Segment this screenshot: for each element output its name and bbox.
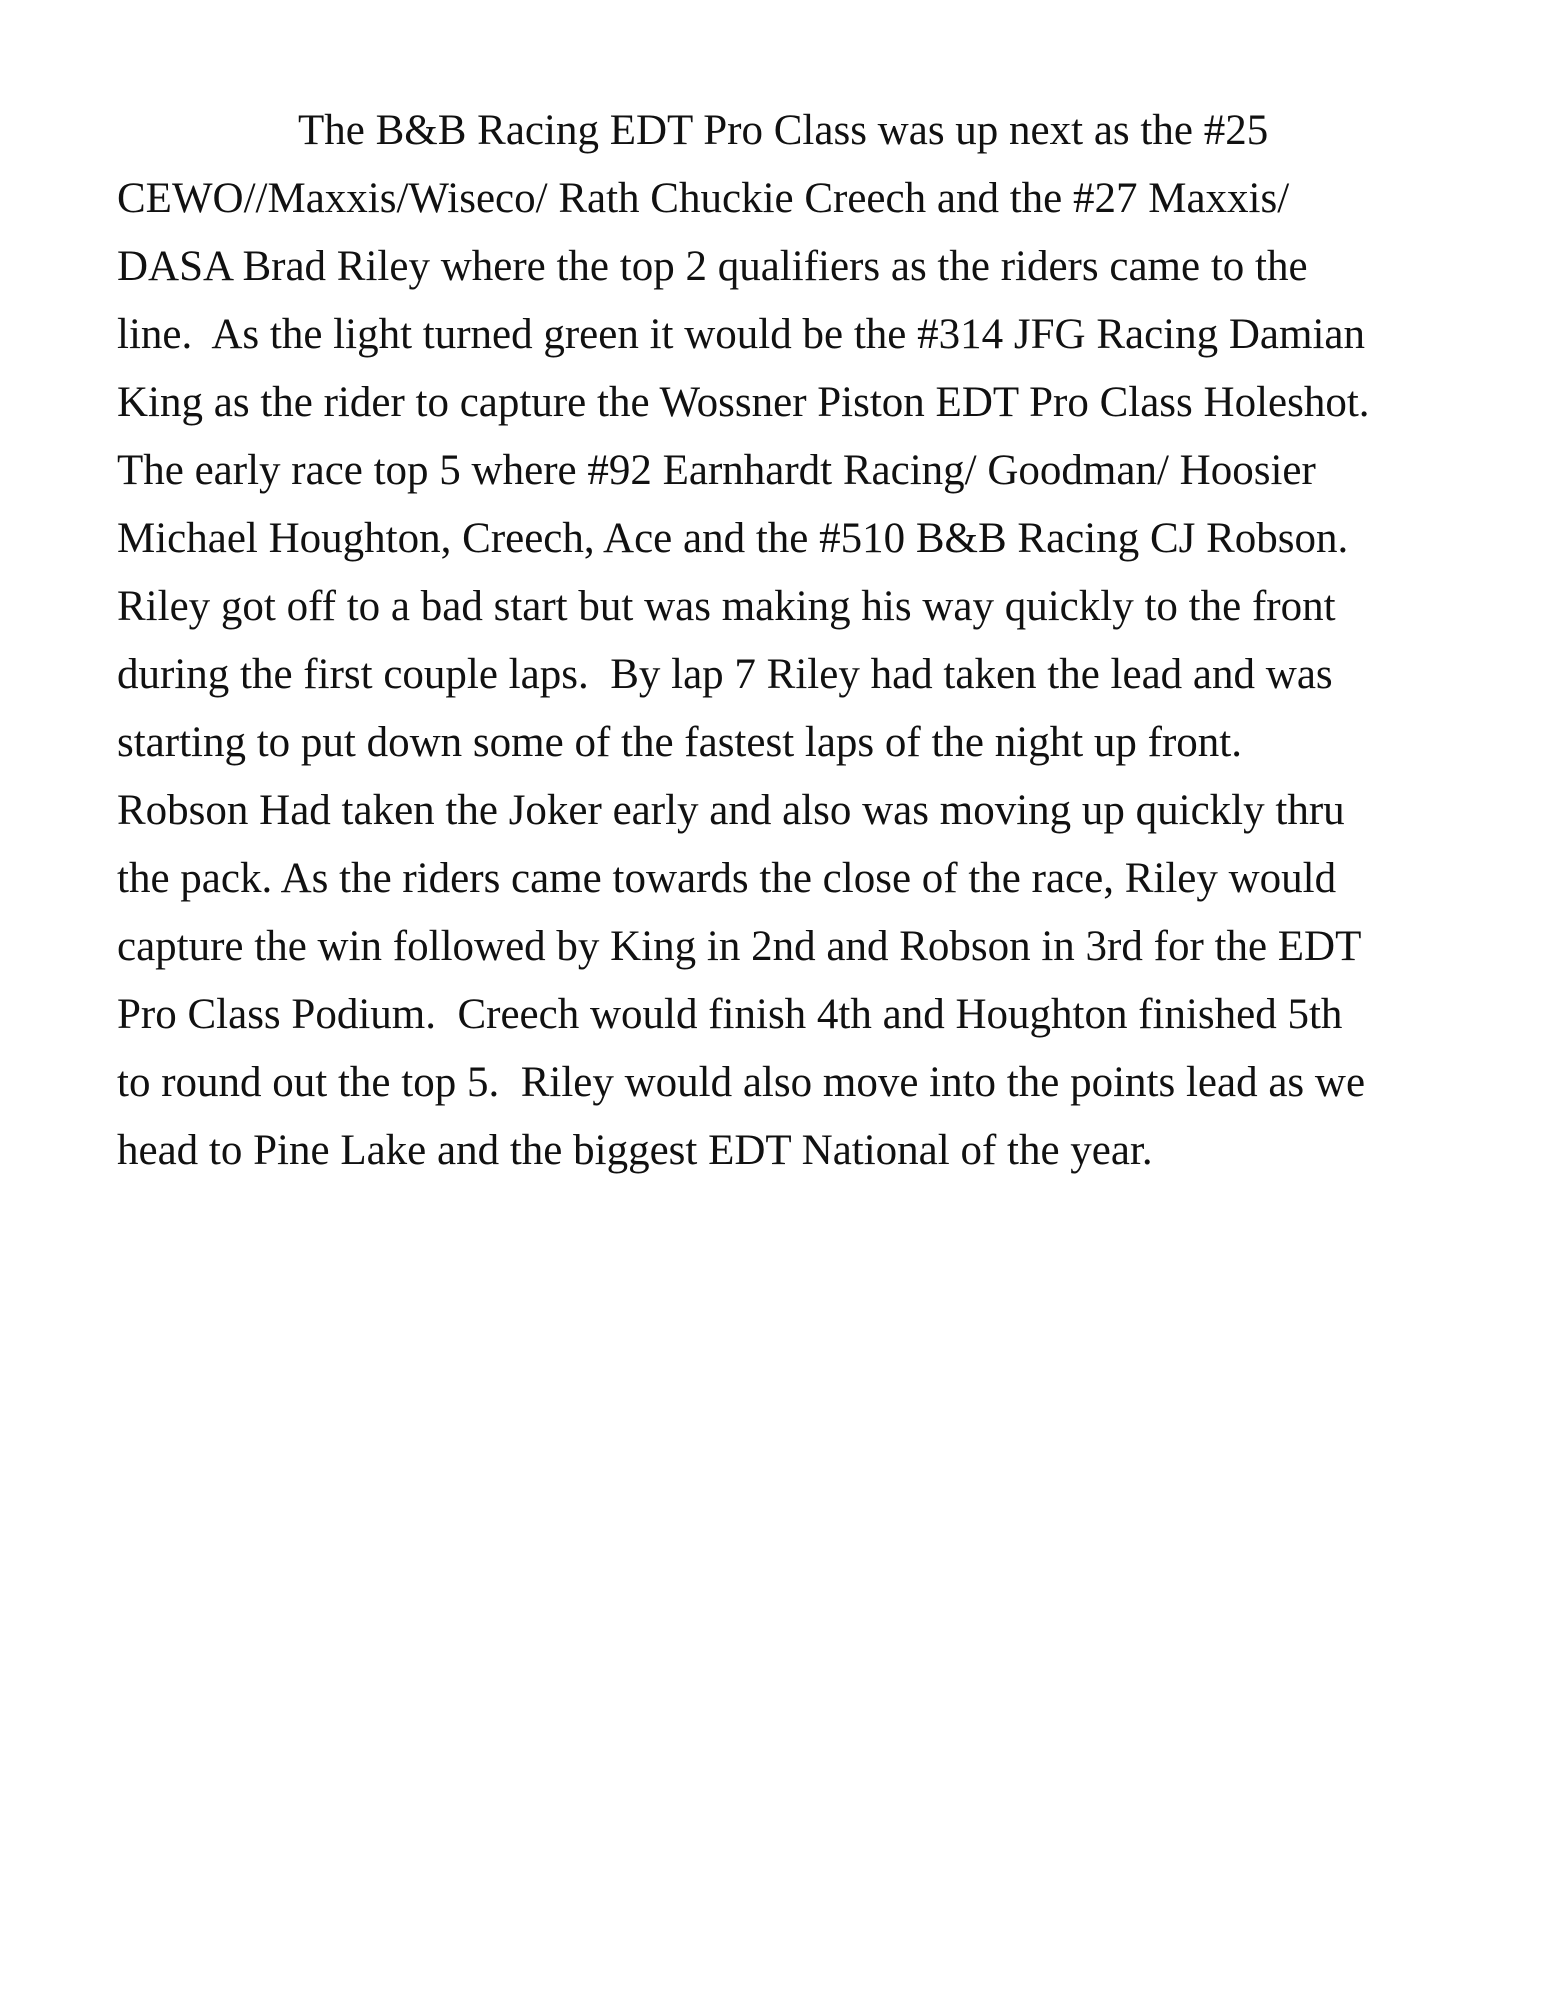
paragraph-line: Robson Had taken the Joker early and also was moving up quickly thru: [117, 787, 1345, 834]
paragraph-line: the pack. As the riders came towards the close of the race, Riley would: [117, 855, 1337, 902]
paragraph-line: King as the rider to capture the Wossner Piston EDT Pro Class Holeshot.: [117, 379, 1370, 426]
paragraph-line: Michael Houghton, Creech, Ace and the #510 B&B Racing CJ Robson.: [117, 515, 1349, 562]
paragraph-line: line. As the light turned green it would be the #314 JFG Racing Damian: [117, 311, 1365, 358]
paragraph-line: DASA Brad Riley where the top 2 qualifiers as the riders came to the: [117, 243, 1308, 290]
paragraph-line: CEWO//Maxxis/Wiseco/ Rath Chuckie Creech and the #27 Maxxis/: [117, 175, 1290, 222]
paragraph-line: starting to put down some of the fastest laps of the night up front.: [117, 719, 1242, 766]
race-report-paragraph: [117, 97, 1457, 1185]
paragraph-line: head to Pine Lake and the biggest EDT National of the year.: [117, 1127, 1153, 1174]
paragraph-line: capture the win followed by King in 2nd and Robson in 3rd for the EDT: [117, 923, 1362, 970]
paragraph-line: Riley got off to a bad start but was making his way quickly to the front: [117, 583, 1336, 630]
paragraph-line: Pro Class Podium. Creech would finish 4th and Houghton finished 5th: [117, 991, 1343, 1038]
paragraph-line: The B&B Racing EDT Pro Class was up next as the #25: [298, 107, 1269, 154]
paragraph-line: during the first couple laps. By lap 7 Riley had taken the lead and was: [117, 651, 1333, 698]
paragraph-line: to round out the top 5. Riley would also move into the points lead as we: [117, 1059, 1366, 1106]
paragraph-line: The early race top 5 where #92 Earnhardt Racing/ Goodman/ Hoosier: [117, 447, 1316, 494]
